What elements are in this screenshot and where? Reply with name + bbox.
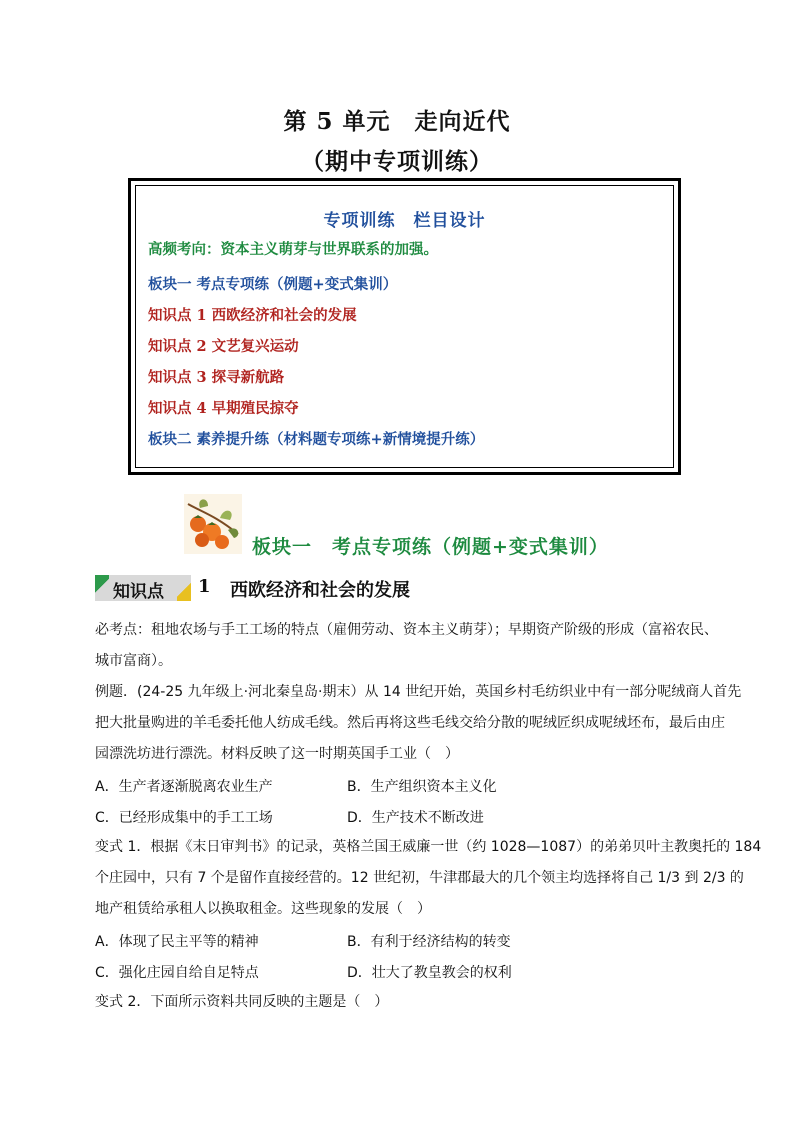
knowledge-point-number: 1 bbox=[198, 576, 211, 597]
section-banner-title: 板块一 考点专项练（例题+变式集训） bbox=[252, 536, 609, 558]
badge-green-corner bbox=[95, 575, 109, 601]
example-option-a: A．生产者逐渐脱离农业生产 bbox=[95, 779, 273, 795]
column-design-title: 专项训练 栏目设计 bbox=[323, 211, 486, 231]
focus-line: 高频考向：资本主义萌芽与世界联系的加强。 bbox=[148, 241, 438, 258]
badge-label: 知识点 bbox=[113, 582, 164, 602]
must-know-line-2: 城市富商）。 bbox=[95, 653, 172, 669]
variant1-line-3: 地产租赁给承租人以换取租金。这些现象的发展（ ） bbox=[95, 901, 431, 917]
unit-title: 第 5 单元 走向近代 bbox=[283, 108, 511, 135]
knowledge-point-header bbox=[95, 573, 695, 605]
variant1-line-1: 变式 1．根据《末日审判书》的记录，英格兰国王威廉一世（约 1028—1087）的弟弟贝叶主教奥托的 184 bbox=[95, 839, 762, 855]
knowledge-point-4: 知识点 4 早期殖民掠夺 bbox=[148, 400, 299, 417]
example-option-b: B．生产组织资本主义化 bbox=[347, 779, 497, 795]
section-banner bbox=[184, 494, 634, 556]
must-know-line-1: 必考点：租地农场与手工工场的特点（雇佣劳动、资本主义萌芽）；早期资产阶级的形成（富裕农民、 bbox=[95, 622, 718, 638]
block2-line: 板块二 素养提升练（材料题专项练+新情境提升练） bbox=[148, 431, 485, 448]
knowledge-point-3: 知识点 3 探寻新航路 bbox=[148, 369, 285, 386]
example-option-c: C．已经形成集中的手工工场 bbox=[95, 810, 273, 826]
unit-subtitle: （期中专项训练） bbox=[301, 148, 493, 175]
example-line-2: 把大批量购进的羊毛委托他人纺成毛线。然后再将这些毛线交给分散的呢绒匠织成呢绒坯布，最后由庄 bbox=[95, 715, 725, 731]
column-design-inner-frame bbox=[135, 185, 674, 468]
variant1-option-a: A．体现了民主平等的精神 bbox=[95, 934, 259, 950]
block1-line: 板块一 考点专项练（例题+变式集训） bbox=[148, 276, 398, 293]
variant1-line-2: 个庄园中，只有 7 个是留作直接经营的。12 世纪初，牛津郡最大的几个领主均选择将自己 1/3 到 2/3 的 bbox=[95, 870, 744, 886]
variant1-option-c: C．强化庄园自给自足特点 bbox=[95, 965, 259, 981]
persimmon-branch-icon bbox=[184, 494, 242, 554]
variant1-option-b: B．有利于经济结构的转变 bbox=[347, 934, 511, 950]
example-option-d: D．生产技术不断改进 bbox=[347, 810, 484, 826]
knowledge-point-badge bbox=[95, 575, 191, 601]
badge-yellow-corner bbox=[177, 575, 191, 601]
knowledge-point-title: 西欧经济和社会的发展 bbox=[230, 580, 410, 601]
variant1-option-d: D．壮大了教皇教会的权利 bbox=[347, 965, 512, 981]
example-line-3: 园漂洗坊进行漂洗。材料反映了这一时期英国手工业（ ） bbox=[95, 746, 459, 762]
column-design-box bbox=[128, 178, 681, 475]
example-line-1: 例题．(24-25 九年级上·河北秦皇岛·期末）从 14 世纪开始，英国乡村毛纺织业中有一部分呢绒商人首先 bbox=[95, 684, 742, 700]
knowledge-point-2: 知识点 2 文艺复兴运动 bbox=[148, 338, 299, 355]
knowledge-point-1: 知识点 1 西欧经济和社会的发展 bbox=[148, 307, 357, 324]
variant2-line-1: 变式 2．下面所示资料共同反映的主题是（ ） bbox=[95, 994, 389, 1010]
